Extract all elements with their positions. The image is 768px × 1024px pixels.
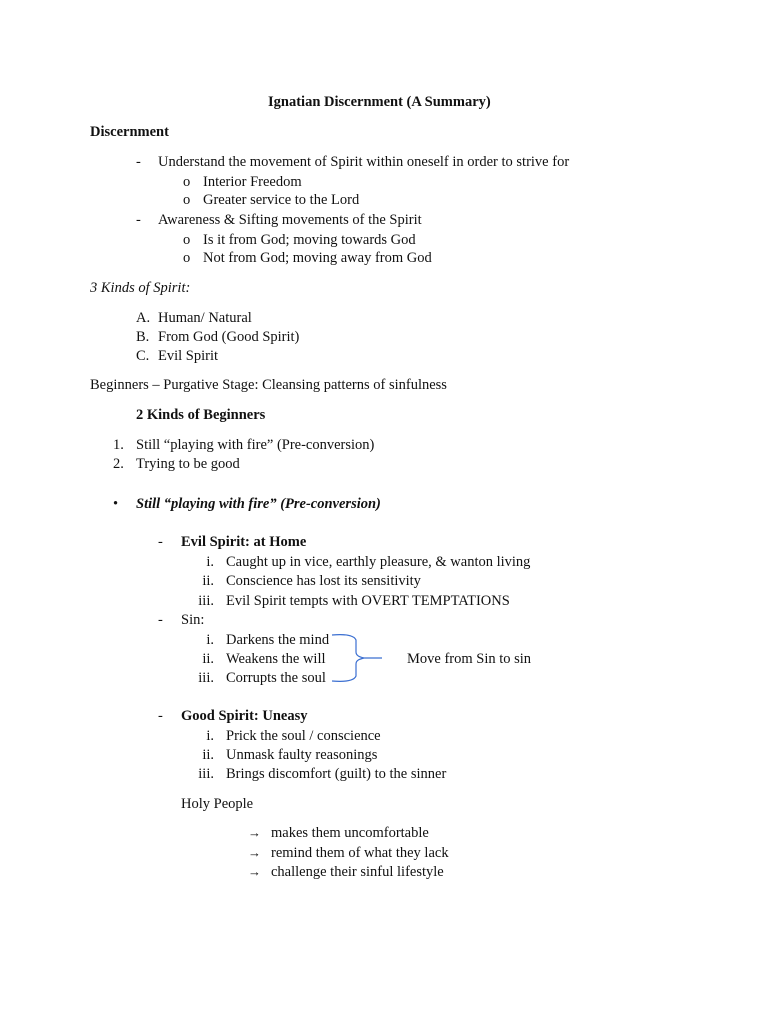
list-item: makes them uncomfortable <box>271 825 429 841</box>
circle-marker: o <box>183 250 191 266</box>
list-marker: ii. <box>202 573 214 589</box>
list-marker: 1. <box>113 437 124 453</box>
list-item: challenge their sinful lifestyle <box>271 864 444 880</box>
list-item: Darkens the mind <box>226 632 330 648</box>
list-item: Still “playing with fire” (Pre-conversion) <box>136 437 375 453</box>
arrow-right-icon: → <box>248 864 261 879</box>
list-item: Evil Spirit <box>158 348 219 364</box>
list-item: Weakens the will <box>226 651 326 667</box>
list-item: Caught up in vice, earthly pleasure, & wanton living <box>226 554 531 570</box>
section-heading-discernment: Discernment <box>90 124 169 140</box>
circle-marker: o <box>183 174 191 190</box>
list-item: Is it from God; moving towards God <box>203 232 416 248</box>
list-marker: iii. <box>198 670 214 686</box>
section-heading-pre-conversion: Still “playing with fire” (Pre-conversion) <box>136 496 381 512</box>
list-item: Greater service to the Lord <box>203 192 360 208</box>
circle-marker: o <box>183 192 191 208</box>
list-marker: A. <box>136 310 151 326</box>
list-item: Unmask faulty reasonings <box>226 747 378 763</box>
list-item: Understand the movement of Spirit within oneself in order to strive for <box>158 154 570 170</box>
list-marker: iii. <box>198 766 214 782</box>
beginners-line: Beginners – Purgative Stage: Cleansing patterns of sinfulness <box>90 377 447 393</box>
list-item: Not from God; moving away from God <box>203 250 432 266</box>
list-item: Evil Spirit tempts with OVERT TEMPTATIONS <box>226 593 510 609</box>
section-heading-good-spirit: Good Spirit: Uneasy <box>181 708 308 724</box>
circle-marker: o <box>183 232 191 248</box>
list-item: Conscience has lost its sensitivity <box>226 573 421 589</box>
list-item: Corrupts the soul <box>226 670 326 686</box>
arrow-right-icon: → <box>248 825 261 840</box>
list-item: From God (Good Spirit) <box>158 329 300 345</box>
list-marker: 2. <box>113 456 124 472</box>
list-marker: B. <box>136 329 150 345</box>
list-marker: i. <box>206 728 214 744</box>
list-item: Trying to be good <box>136 456 240 472</box>
list-marker: C. <box>136 348 150 364</box>
arrow-right-icon: → <box>248 845 261 860</box>
list-marker: i. <box>206 632 214 648</box>
list-item: Brings discomfort (guilt) to the sinner <box>226 766 447 782</box>
list-item: remind them of what they lack <box>271 845 449 861</box>
section-heading-kinds-of-spirit: 3 Kinds of Spirit: <box>90 280 191 296</box>
list-marker: i. <box>206 554 214 570</box>
list-item: Prick the soul / conscience <box>226 728 381 744</box>
section-heading-kinds-of-beginners: 2 Kinds of Beginners <box>136 407 266 423</box>
bullet-marker: • <box>113 496 119 512</box>
curly-brace-icon <box>330 632 390 684</box>
dash-marker: - <box>136 212 141 228</box>
section-heading-sin: Sin: <box>181 612 205 628</box>
list-marker: ii. <box>202 747 214 763</box>
dash-marker: - <box>158 612 163 628</box>
list-marker: ii. <box>202 651 214 667</box>
holy-people-heading: Holy People <box>181 796 254 812</box>
list-item: Human/ Natural <box>158 310 252 326</box>
dash-marker: - <box>158 534 163 550</box>
list-marker: iii. <box>198 593 214 609</box>
dash-marker: - <box>158 708 163 724</box>
list-item: Interior Freedom <box>203 174 302 190</box>
dash-marker: - <box>136 154 141 170</box>
page-title: Ignatian Discernment (A Summary) <box>268 94 491 110</box>
list-item: Awareness & Sifting movements of the Spirit <box>158 212 422 228</box>
sin-note: Move from Sin to sin <box>407 651 532 667</box>
section-heading-evil-spirit: Evil Spirit: at Home <box>181 534 307 550</box>
